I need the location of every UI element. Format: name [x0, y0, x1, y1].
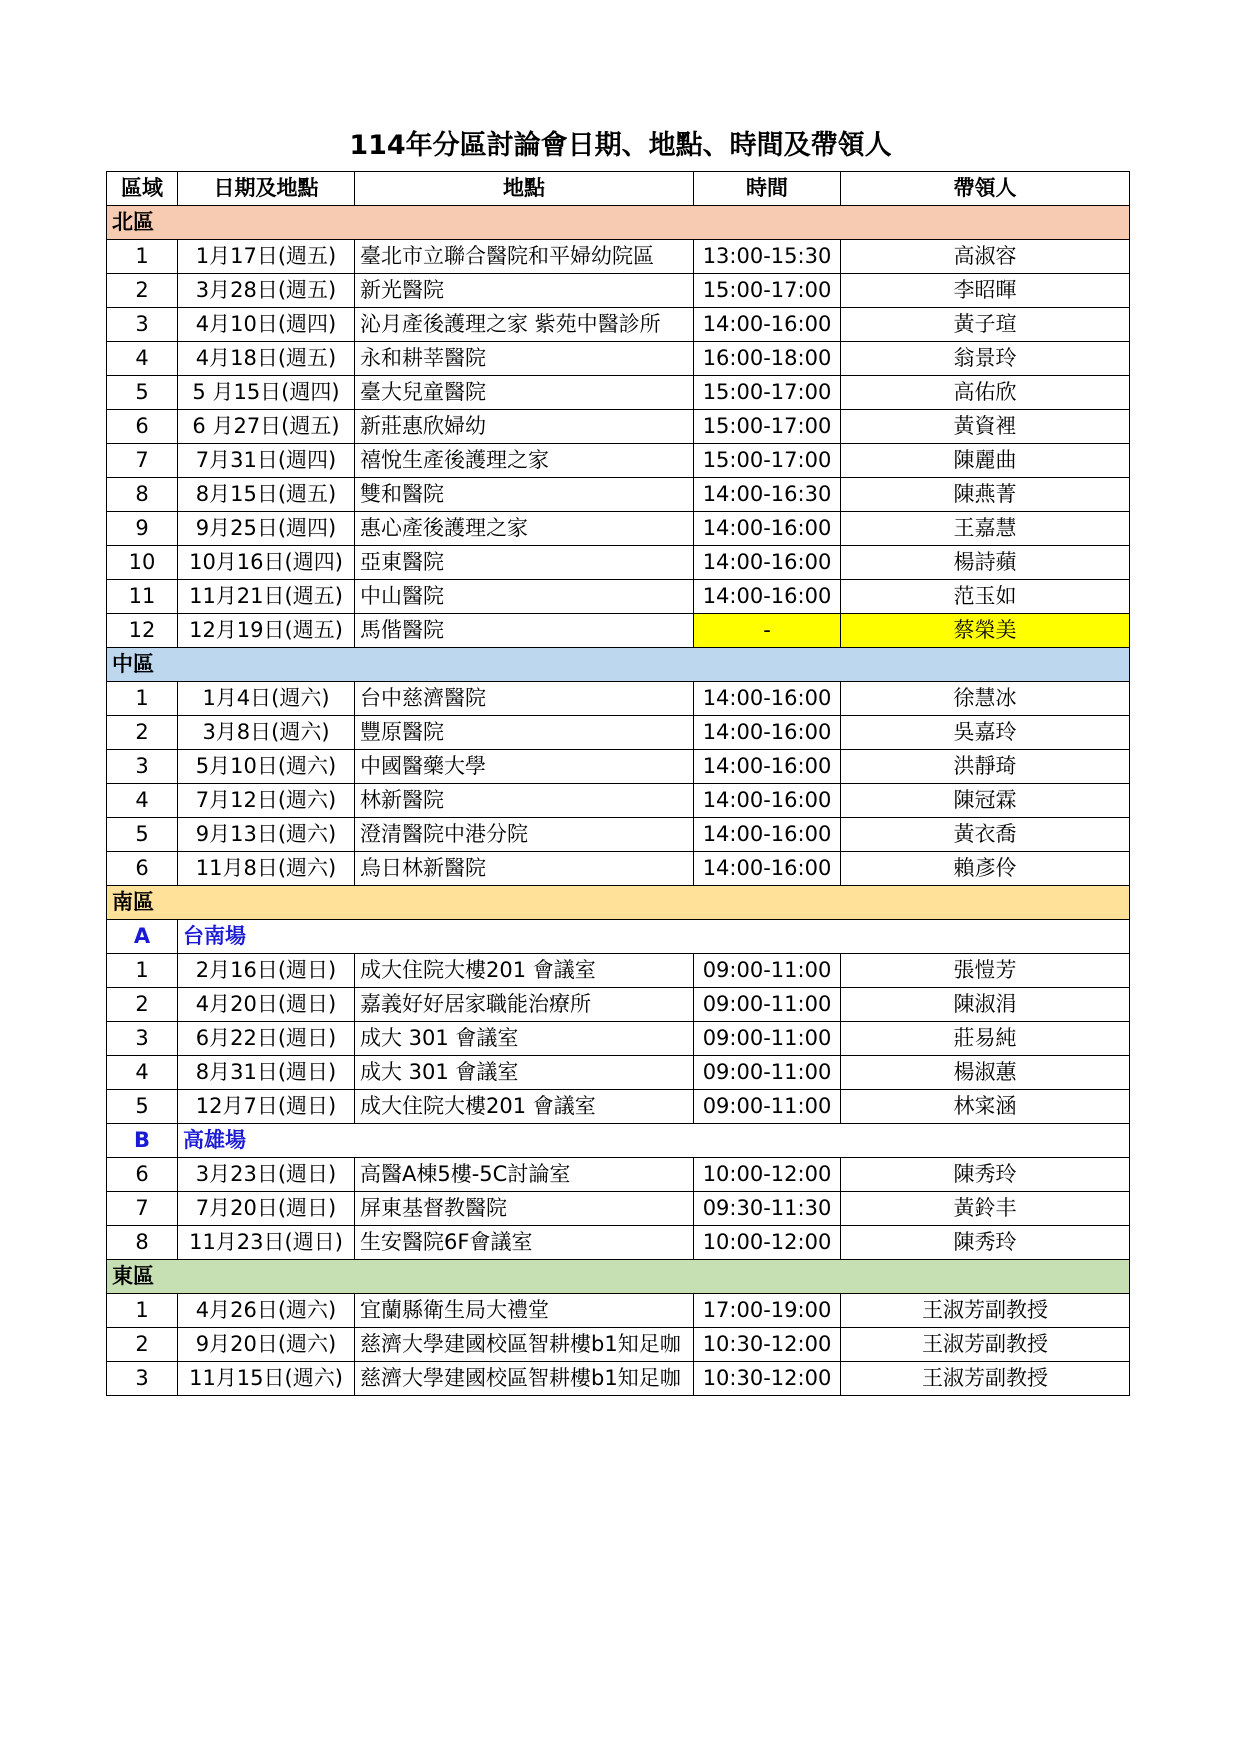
row-place: 中國醫藥大學 [355, 750, 694, 784]
row-place: 慈濟大學建國校區智耕樓b1知足咖 [355, 1328, 694, 1362]
row-place: 臺北市立聯合醫院和平婦幼院區 [355, 240, 694, 274]
row-leader: 王嘉慧 [841, 512, 1130, 546]
header-time: 時間 [694, 172, 841, 206]
row-number: 4 [107, 1056, 178, 1090]
table-row [107, 1192, 1130, 1226]
table-row [107, 478, 1130, 512]
row-date: 1月4日(週六) [178, 682, 355, 716]
row-date: 8月31日(週日) [178, 1056, 355, 1090]
row-time: 10:30-12:00 [694, 1328, 841, 1362]
row-leader: 翁景玲 [841, 342, 1130, 376]
row-leader: 范玉如 [841, 580, 1130, 614]
row-time: 10:00-12:00 [694, 1226, 841, 1260]
table-row [107, 852, 1130, 886]
row-time: 10:00-12:00 [694, 1158, 841, 1192]
row-time: 14:00-16:00 [694, 512, 841, 546]
row-date: 4月20日(週日) [178, 988, 355, 1022]
table-row [107, 682, 1130, 716]
row-number: 2 [107, 274, 178, 308]
row-place: 烏日林新醫院 [355, 852, 694, 886]
region-name: 中區 [107, 648, 1130, 682]
subgroup-row [107, 1124, 1130, 1158]
row-time: 15:00-17:00 [694, 444, 841, 478]
row-place: 禧悅生產後護理之家 [355, 444, 694, 478]
row-date: 9月25日(週四) [178, 512, 355, 546]
table-row [107, 274, 1130, 308]
table-row [107, 376, 1130, 410]
table-row [107, 1090, 1130, 1124]
row-time: 14:00-16:00 [694, 682, 841, 716]
row-time: 14:00-16:00 [694, 852, 841, 886]
subgroup-row [107, 920, 1130, 954]
table-row [107, 716, 1130, 750]
row-place: 生安醫院6F會議室 [355, 1226, 694, 1260]
table-row [107, 342, 1130, 376]
row-leader: 高佑欣 [841, 376, 1130, 410]
row-place: 永和耕莘醫院 [355, 342, 694, 376]
row-leader: 陳秀玲 [841, 1158, 1130, 1192]
row-leader: 洪靜琦 [841, 750, 1130, 784]
row-place: 臺大兒童醫院 [355, 376, 694, 410]
row-leader: 陳冠霖 [841, 784, 1130, 818]
region-row [107, 206, 1130, 240]
row-leader: 黃資裡 [841, 410, 1130, 444]
row-number: 4 [107, 784, 178, 818]
table-row [107, 444, 1130, 478]
row-place: 成大住院大樓201 會議室 [355, 1090, 694, 1124]
row-leader: 黃子瑄 [841, 308, 1130, 342]
row-date: 10月16日(週四) [178, 546, 355, 580]
row-leader: 楊詩蘋 [841, 546, 1130, 580]
row-time: 14:00-16:00 [694, 308, 841, 342]
row-time: 09:30-11:30 [694, 1192, 841, 1226]
table-row [107, 546, 1130, 580]
row-leader: 林寀涵 [841, 1090, 1130, 1124]
row-time: 16:00-18:00 [694, 342, 841, 376]
subgroup-letter: B [107, 1124, 178, 1158]
row-place: 新莊惠欣婦幼 [355, 410, 694, 444]
table-row [107, 1294, 1130, 1328]
page-title: 114年分區討論會日期、地點、時間及帶領人 [349, 130, 892, 161]
row-date: 11月23日(週日) [178, 1226, 355, 1260]
row-leader: 徐慧冰 [841, 682, 1130, 716]
row-date: 4月26日(週六) [178, 1294, 355, 1328]
row-place: 澄清醫院中港分院 [355, 818, 694, 852]
row-time: 17:00-19:00 [694, 1294, 841, 1328]
table-row [107, 1056, 1130, 1090]
row-number: 8 [107, 1226, 178, 1260]
row-time: 09:00-11:00 [694, 1090, 841, 1124]
row-date: 7月20日(週日) [178, 1192, 355, 1226]
row-date: 4月10日(週四) [178, 308, 355, 342]
row-place: 新光醫院 [355, 274, 694, 308]
region-name: 東區 [107, 1260, 1130, 1294]
row-date: 12月19日(週五) [178, 614, 355, 648]
row-number: 6 [107, 1158, 178, 1192]
row-leader: 蔡榮美 [841, 614, 1130, 648]
row-time: 14:00-16:00 [694, 716, 841, 750]
row-leader: 王淑芳副教授 [841, 1294, 1130, 1328]
table-row [107, 954, 1130, 988]
row-number: 3 [107, 750, 178, 784]
table-row [107, 240, 1130, 274]
table-row [107, 1158, 1130, 1192]
region-name: 北區 [107, 206, 1130, 240]
subgroup-name: 高雄場 [178, 1124, 1130, 1158]
row-number: 11 [107, 580, 178, 614]
row-number: 8 [107, 478, 178, 512]
row-leader: 陳麗曲 [841, 444, 1130, 478]
row-place: 沁月產後護理之家 紫苑中醫診所 [355, 308, 694, 342]
row-leader: 黃鈴丰 [841, 1192, 1130, 1226]
table-row [107, 614, 1130, 648]
table-row [107, 988, 1130, 1022]
row-number: 2 [107, 1328, 178, 1362]
row-number: 5 [107, 818, 178, 852]
row-number: 1 [107, 240, 178, 274]
row-date: 1月17日(週五) [178, 240, 355, 274]
table-row [107, 818, 1130, 852]
row-time: 09:00-11:00 [694, 954, 841, 988]
row-place: 成大 301 會議室 [355, 1056, 694, 1090]
row-leader: 李昭暉 [841, 274, 1130, 308]
row-date: 7月12日(週六) [178, 784, 355, 818]
row-date: 6 月27日(週五) [178, 410, 355, 444]
row-time: - [694, 614, 841, 648]
row-place: 嘉義好好居家職能治療所 [355, 988, 694, 1022]
row-date: 9月20日(週六) [178, 1328, 355, 1362]
row-leader: 賴彥伶 [841, 852, 1130, 886]
row-number: 6 [107, 852, 178, 886]
row-place: 屏東基督教醫院 [355, 1192, 694, 1226]
row-number: 1 [107, 682, 178, 716]
row-leader: 黃衣喬 [841, 818, 1130, 852]
schedule-table [106, 171, 1130, 1396]
row-leader: 吳嘉玲 [841, 716, 1130, 750]
row-place: 馬偕醫院 [355, 614, 694, 648]
row-date: 7月31日(週四) [178, 444, 355, 478]
subgroup-letter: A [107, 920, 178, 954]
row-number: 12 [107, 614, 178, 648]
row-date: 11月8日(週六) [178, 852, 355, 886]
table-row [107, 410, 1130, 444]
row-date: 2月16日(週日) [178, 954, 355, 988]
row-place: 成大 301 會議室 [355, 1022, 694, 1056]
row-number: 2 [107, 716, 178, 750]
row-time: 15:00-17:00 [694, 410, 841, 444]
header-region: 區域 [107, 172, 178, 206]
row-number: 9 [107, 512, 178, 546]
header-leader: 帶領人 [841, 172, 1130, 206]
row-number: 4 [107, 342, 178, 376]
row-date: 3月28日(週五) [178, 274, 355, 308]
row-leader: 王淑芳副教授 [841, 1362, 1130, 1396]
row-time: 15:00-17:00 [694, 274, 841, 308]
table-row [107, 1362, 1130, 1396]
row-place: 高醫A棟5樓-5C討論室 [355, 1158, 694, 1192]
row-number: 3 [107, 308, 178, 342]
row-time: 09:00-11:00 [694, 988, 841, 1022]
row-time: 10:30-12:00 [694, 1362, 841, 1396]
region-row [107, 1260, 1130, 1294]
table-row [107, 784, 1130, 818]
row-place: 林新醫院 [355, 784, 694, 818]
row-place: 雙和醫院 [355, 478, 694, 512]
row-date: 5 月15日(週四) [178, 376, 355, 410]
row-place: 亞東醫院 [355, 546, 694, 580]
row-place: 台中慈濟醫院 [355, 682, 694, 716]
header-date: 日期及地點 [178, 172, 355, 206]
row-place: 宜蘭縣衛生局大禮堂 [355, 1294, 694, 1328]
row-leader: 張愷芳 [841, 954, 1130, 988]
row-number: 7 [107, 1192, 178, 1226]
table-row [107, 1022, 1130, 1056]
region-row [107, 648, 1130, 682]
row-date: 3月23日(週日) [178, 1158, 355, 1192]
subgroup-name: 台南場 [178, 920, 1130, 954]
row-time: 09:00-11:00 [694, 1056, 841, 1090]
row-number: 5 [107, 1090, 178, 1124]
header-place: 地點 [355, 172, 694, 206]
row-number: 1 [107, 954, 178, 988]
row-time: 13:00-15:30 [694, 240, 841, 274]
row-number: 6 [107, 410, 178, 444]
row-place: 慈濟大學建國校區智耕樓b1知足咖 [355, 1362, 694, 1396]
row-place: 成大住院大樓201 會議室 [355, 954, 694, 988]
row-number: 3 [107, 1362, 178, 1396]
table-row [107, 1226, 1130, 1260]
row-time: 14:00-16:30 [694, 478, 841, 512]
table-row [107, 308, 1130, 342]
table-row [107, 1328, 1130, 1362]
table-row [107, 580, 1130, 614]
row-number: 10 [107, 546, 178, 580]
row-place: 中山醫院 [355, 580, 694, 614]
row-leader: 陳秀玲 [841, 1226, 1130, 1260]
row-date: 8月15日(週五) [178, 478, 355, 512]
row-date: 6月22日(週日) [178, 1022, 355, 1056]
row-number: 5 [107, 376, 178, 410]
region-row [107, 886, 1130, 920]
table-row [107, 750, 1130, 784]
row-leader: 莊易純 [841, 1022, 1130, 1056]
row-time: 14:00-16:00 [694, 580, 841, 614]
row-place: 豐原醫院 [355, 716, 694, 750]
row-time: 09:00-11:00 [694, 1022, 841, 1056]
row-leader: 王淑芳副教授 [841, 1328, 1130, 1362]
row-date: 9月13日(週六) [178, 818, 355, 852]
table-row [107, 512, 1130, 546]
row-leader: 楊淑蕙 [841, 1056, 1130, 1090]
row-number: 7 [107, 444, 178, 478]
row-date: 4月18日(週五) [178, 342, 355, 376]
row-date: 3月8日(週六) [178, 716, 355, 750]
row-number: 2 [107, 988, 178, 1022]
row-time: 14:00-16:00 [694, 546, 841, 580]
row-time: 14:00-16:00 [694, 750, 841, 784]
row-number: 3 [107, 1022, 178, 1056]
row-time: 14:00-16:00 [694, 818, 841, 852]
header-row [107, 172, 1130, 206]
row-date: 5月10日(週六) [178, 750, 355, 784]
row-time: 15:00-17:00 [694, 376, 841, 410]
row-place: 惠心產後護理之家 [355, 512, 694, 546]
row-leader: 陳燕菁 [841, 478, 1130, 512]
row-time: 14:00-16:00 [694, 784, 841, 818]
row-leader: 高淑容 [841, 240, 1130, 274]
region-name: 南區 [107, 886, 1130, 920]
row-number: 1 [107, 1294, 178, 1328]
row-leader: 陳淑涓 [841, 988, 1130, 1022]
row-date: 12月7日(週日) [178, 1090, 355, 1124]
row-date: 11月15日(週六) [178, 1362, 355, 1396]
row-date: 11月21日(週五) [178, 580, 355, 614]
